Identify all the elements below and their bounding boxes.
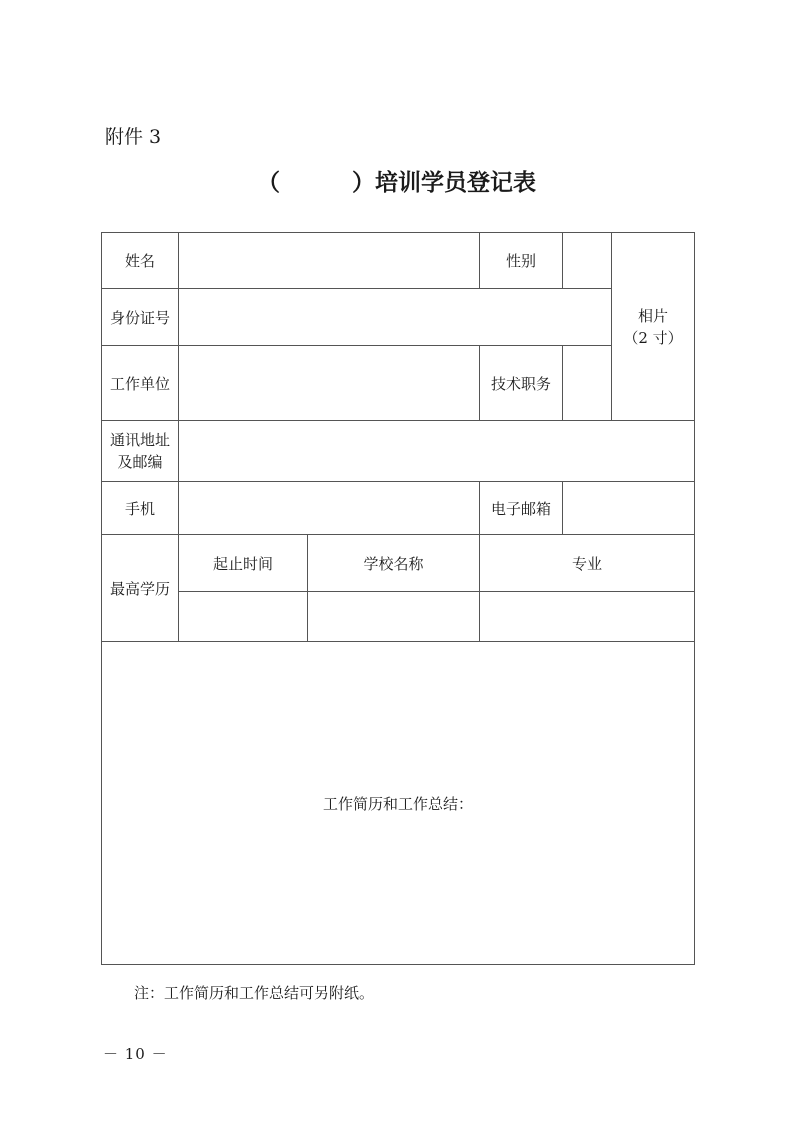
school-field[interactable] <box>308 592 480 642</box>
major-field[interactable] <box>480 592 695 642</box>
row-summary <box>102 642 695 965</box>
major-label: 专业 <box>480 535 695 592</box>
registration-form <box>101 232 695 965</box>
form-title <box>0 164 793 197</box>
employer-label: 工作单位 <box>102 346 179 421</box>
employer-field[interactable] <box>179 346 480 421</box>
email-label: 电子邮箱 <box>480 482 563 535</box>
photo-size: （2 寸） <box>623 328 683 347</box>
gender-field[interactable] <box>563 233 612 289</box>
address-label-line2: 及邮编 <box>117 453 163 471</box>
address-field[interactable] <box>179 421 695 482</box>
row-address <box>102 421 695 482</box>
row-employer <box>102 346 695 421</box>
school-label: 学校名称 <box>308 535 480 592</box>
title-field[interactable] <box>563 346 612 421</box>
page-number: － 10 － <box>103 1045 168 1063</box>
summary-label: 工作简历和工作总结： <box>323 794 474 813</box>
title-close-paren: ） <box>352 170 375 196</box>
photo-label: 相片 <box>638 306 669 325</box>
education-label: 最高学历 <box>102 535 179 642</box>
title-label: 技术职务 <box>480 346 563 421</box>
email-field[interactable] <box>563 482 695 535</box>
row-name <box>102 233 695 289</box>
address-label-line1: 通讯地址 <box>109 431 170 449</box>
gender-label: 性别 <box>480 233 563 289</box>
photo-box[interactable] <box>612 233 695 421</box>
name-label: 姓名 <box>102 233 179 289</box>
attachment-label: 附件 3 <box>105 126 162 148</box>
mobile-field[interactable] <box>179 482 480 535</box>
address-label <box>102 421 179 482</box>
row-education-header <box>102 535 695 592</box>
row-education-values <box>102 592 695 642</box>
row-contact <box>102 482 695 535</box>
period-label: 起止时间 <box>179 535 308 592</box>
id-label: 身份证号 <box>102 289 179 346</box>
title-open-paren: （ <box>257 170 280 196</box>
mobile-label: 手机 <box>102 482 179 535</box>
name-field[interactable] <box>179 233 480 289</box>
summary-field[interactable] <box>102 642 695 965</box>
title-text: 培训学员登记表 <box>375 170 536 196</box>
footnote: 注：工作简历和工作总结可另附纸。 <box>134 984 375 1002</box>
period-field[interactable] <box>179 592 308 642</box>
id-field[interactable] <box>179 289 612 346</box>
row-id <box>102 289 695 346</box>
